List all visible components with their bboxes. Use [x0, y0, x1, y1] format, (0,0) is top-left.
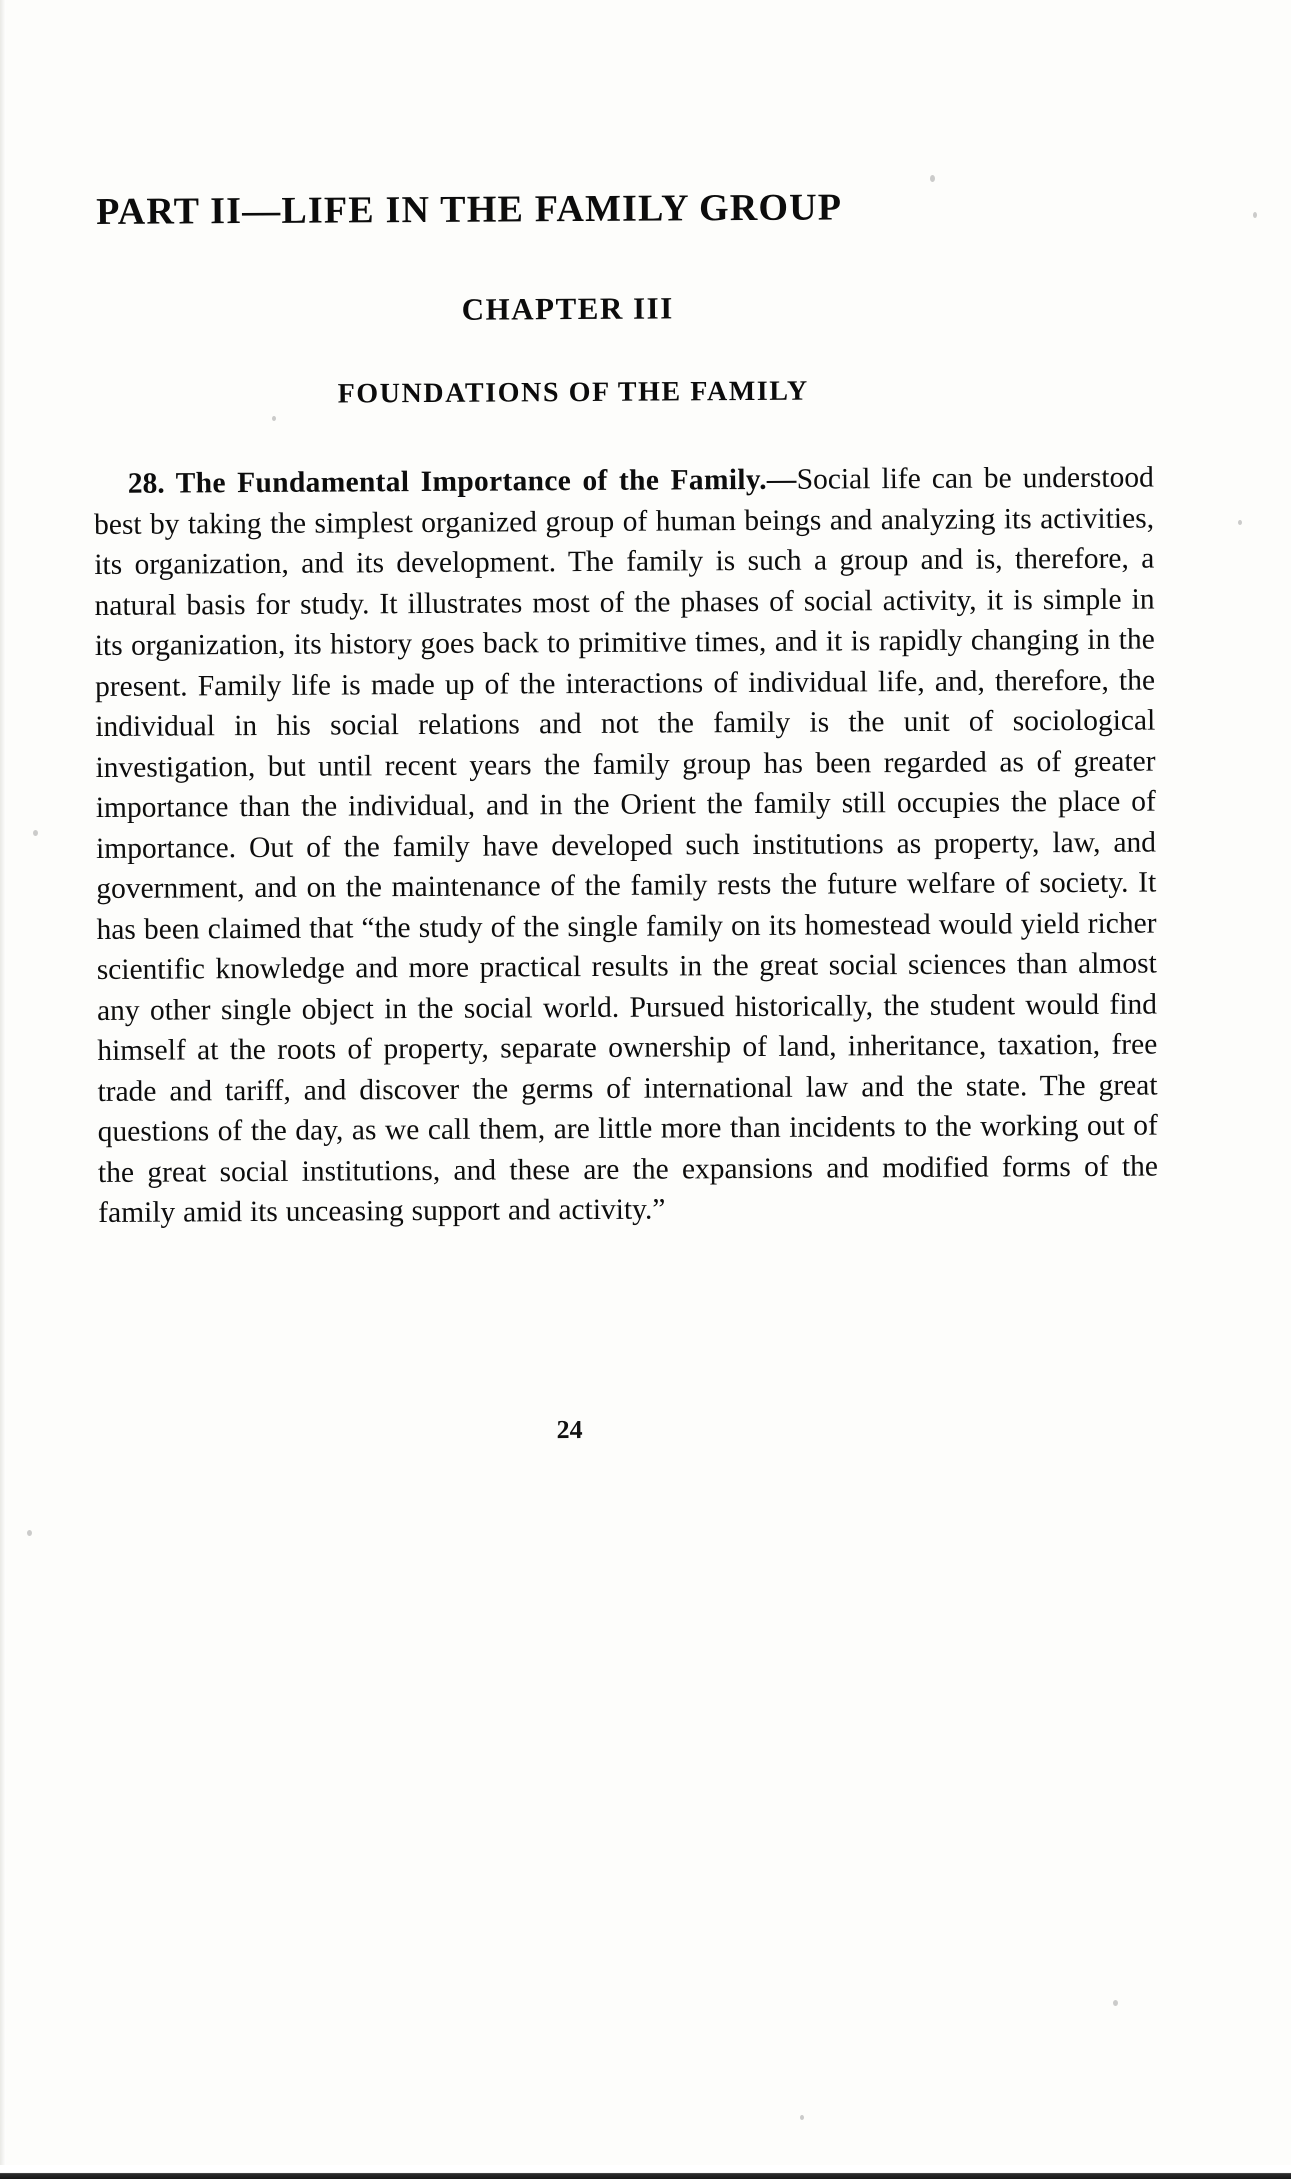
scan-speck — [33, 830, 38, 836]
scan-speck — [27, 1530, 32, 1536]
body-paragraph — [94, 458, 1159, 1234]
part-title: PART II—LIFE IN THE FAMILY GROUP — [96, 186, 843, 233]
page-left-edge — [0, 0, 6, 2179]
page-bottom-edge — [0, 2165, 1291, 2179]
page-content — [92, 183, 1208, 1445]
page-number: 24 — [556, 1415, 583, 1445]
scan-speck — [1113, 2000, 1118, 2006]
chapter-label: CHAPTER III — [461, 290, 674, 327]
section-heading: The Fundamental Importance of the Family.— — [175, 463, 797, 500]
scan-speck — [1238, 520, 1242, 525]
scan-speck — [930, 175, 935, 182]
chapter-subtitle: FOUNDATIONS OF THE FAMILY — [337, 375, 809, 410]
section-number: 28. — [127, 467, 165, 500]
scan-speck — [800, 2115, 804, 2120]
scan-speck — [1253, 212, 1257, 218]
section-body: Social life can be understood best by taking the simplest organized group of human beings and analyzing its activities, its organization, and its development. The family is such a group and is, therefore, a natural basis for study. It illustrates most of the phases of social activity, it is simple in its organization, its history goes back to primitive times, and it is rapidly changing in the present. Family life is made up of the interactions of individual life, and, therefore, the individual in his social relations and not the family is the unit of sociological investigation, but until recent years the family group has been regarded as of greater importance than the individual, and in the Orient the family still occupies the place of importance. Out of the family have developed such institutions as property, law, and government, and on the maintenance of the family rests the future welfare of society. It has been claimed that “the study of the single family on its homestead would yield richer scientific knowledge and more practical results in the great social sciences than almost any other single object in the social world. Pursued historically, the student would find himself at the roots of property, separate ownership of land, inheritance, taxation, free trade and tariff, and discover the germs of international law and the state. The great questions of the day, as we call them, are little more than incidents to the working out of the great social institutions, and these are the expansions and modified forms of the family amid its unceasing support and activity.” — [93, 461, 1159, 1229]
